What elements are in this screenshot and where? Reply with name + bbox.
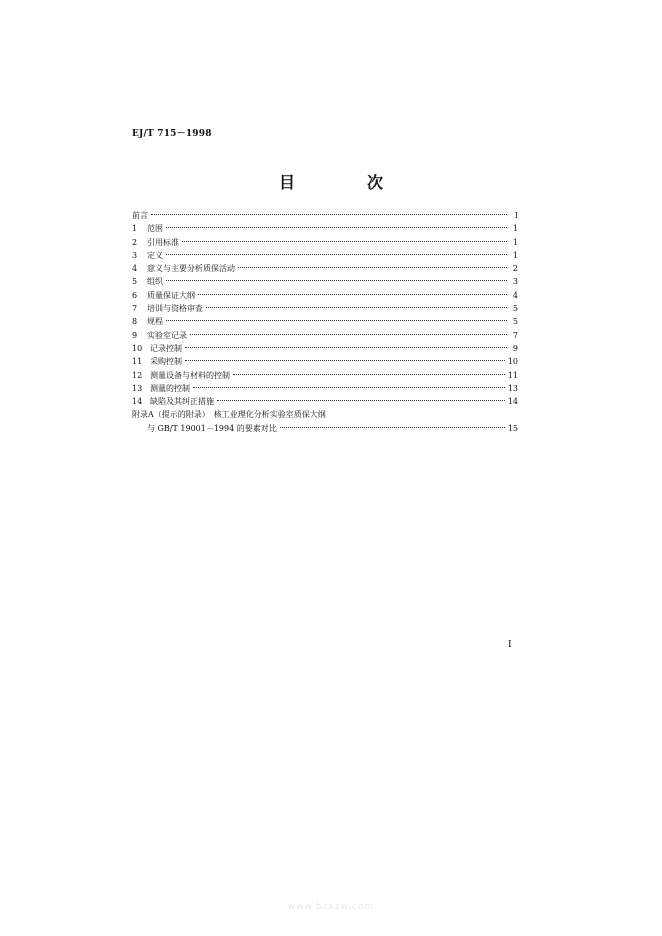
- toc-entry-7[interactable]: [132, 302, 518, 315]
- toc-entry-11[interactable]: [132, 355, 518, 368]
- appendix-title-line-1: 附录A（提示的附录） 核工业理化分析实验室质保大纲: [132, 410, 326, 420]
- toc-entry-label: 测量设备与材料的控制: [150, 370, 230, 380]
- toc-entry-page: 14: [507, 397, 518, 407]
- toc-entry-page: 9: [512, 343, 518, 353]
- toc-entry-number: 10: [132, 343, 143, 353]
- toc-entry-appendix-a-continued[interactable]: [132, 422, 518, 435]
- toc-entry-8[interactable]: [132, 315, 518, 328]
- toc-entry-label: 组织: [147, 277, 163, 287]
- dot-leader: [190, 334, 507, 335]
- toc-entry-label: 测量的控制: [150, 383, 190, 393]
- toc-entry-label: 缺陷及其纠正措施: [150, 397, 214, 407]
- dot-leader: [151, 214, 507, 215]
- toc-entry-label: 引用标准: [147, 237, 179, 247]
- dot-leader: [233, 374, 505, 375]
- toc-entry-page: 1: [512, 224, 518, 234]
- toc-entry-number: 6: [132, 290, 138, 300]
- dot-leader: [166, 227, 507, 228]
- toc-entry-page: 11: [507, 370, 518, 380]
- toc-entry-10[interactable]: [132, 342, 518, 355]
- toc-entry-12[interactable]: [132, 369, 518, 382]
- dot-leader: [198, 294, 507, 295]
- toc-entry-label: 规程: [147, 317, 163, 327]
- toc-entry-label: 意义与主要分析质保活动: [147, 264, 235, 274]
- dot-leader: [217, 400, 505, 401]
- toc-entry-number: 3: [132, 250, 138, 260]
- toc-entry-label: 采购控制: [150, 357, 182, 367]
- toc-entry-13[interactable]: [132, 382, 518, 395]
- toc-entry-page: 4: [512, 290, 518, 300]
- toc-entry-number: 14: [132, 397, 143, 407]
- toc-entry-label: 范围: [147, 224, 163, 234]
- toc-title: 目 次: [278, 173, 411, 192]
- table-of-contents: [132, 209, 518, 435]
- toc-entry-14[interactable]: [132, 395, 518, 408]
- appendix-title-line-2: 与 GB/T 19001－1994 的要素对比: [147, 423, 277, 433]
- toc-entry-page: Ⅰ: [514, 211, 518, 220]
- toc-entry-4[interactable]: [132, 262, 518, 275]
- toc-entry-page: 7: [512, 330, 518, 340]
- toc-entry-appendix-a[interactable]: [132, 408, 518, 421]
- dot-leader: [166, 320, 507, 321]
- toc-entry-page: 5: [512, 317, 518, 327]
- toc-entry-page: 5: [512, 304, 518, 314]
- dot-leader: [238, 267, 507, 268]
- toc-entry-label: 前言: [132, 211, 148, 220]
- dot-leader: [166, 254, 507, 255]
- dot-leader: [166, 280, 507, 281]
- dot-leader: [193, 387, 505, 388]
- toc-entry-page: 13: [507, 383, 518, 393]
- dot-leader: [185, 360, 505, 361]
- toc-entry-5[interactable]: [132, 275, 518, 288]
- toc-entry-number: 8: [132, 317, 138, 327]
- toc-entry-number: 12: [132, 370, 143, 380]
- toc-entry-number: 4: [132, 264, 138, 274]
- watermark: www.bzxzw.com: [287, 902, 375, 912]
- toc-entry-9[interactable]: [132, 329, 518, 342]
- toc-entry-label: 质量保证大纲: [147, 290, 195, 300]
- toc-entry-6[interactable]: [132, 289, 518, 302]
- toc-entry-page: 3: [512, 277, 518, 287]
- toc-entry-number: 11: [132, 357, 143, 367]
- toc-entry-page: 15: [507, 423, 518, 433]
- toc-entry-page: 1: [512, 237, 518, 247]
- dot-leader: [280, 427, 505, 428]
- document-code: EJ/T 715－1998: [132, 129, 212, 139]
- page-number: Ⅰ: [508, 640, 512, 650]
- toc-entry-number: 5: [132, 277, 138, 287]
- toc-entry-label: 实验室记录: [147, 330, 187, 340]
- toc-entry-foreword[interactable]: [132, 209, 518, 222]
- toc-entry-number: 9: [132, 330, 138, 340]
- toc-entry-1[interactable]: [132, 222, 518, 235]
- toc-entry-number: 2: [132, 237, 138, 247]
- toc-entry-label: 培训与资格审查: [147, 304, 203, 314]
- toc-entry-2[interactable]: [132, 236, 518, 249]
- toc-entry-page: 10: [507, 357, 518, 367]
- toc-entry-3[interactable]: [132, 249, 518, 262]
- dot-leader: [206, 307, 507, 308]
- toc-entry-number: 7: [132, 304, 138, 314]
- dot-leader: [185, 347, 507, 348]
- toc-entry-label: 记录控制: [150, 343, 182, 353]
- toc-entry-number: 1: [132, 224, 138, 234]
- toc-entry-number: 13: [132, 383, 143, 393]
- toc-entry-page: 1: [512, 250, 518, 260]
- toc-entry-page: 2: [512, 264, 518, 274]
- dot-leader: [182, 241, 507, 242]
- toc-entry-label: 定义: [147, 250, 163, 260]
